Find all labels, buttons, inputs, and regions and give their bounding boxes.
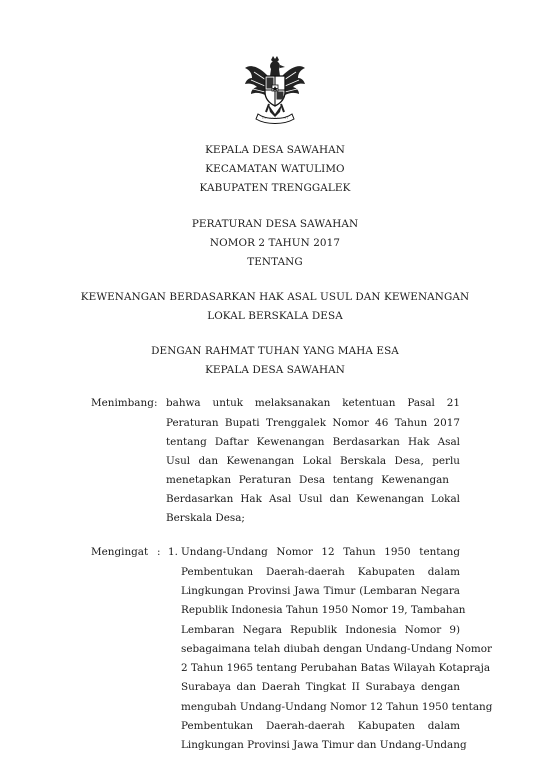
menimbang-line: bahwa untuk melaksanakan ketentuan Pasal 21 bbox=[166, 397, 460, 409]
enacting-authority: KEPALA DESA SAWAHAN bbox=[205, 364, 345, 376]
regulation-about: TENTANG bbox=[247, 256, 303, 268]
mengingat-line: sebagaimana telah diubah dengan Undang-Undang Nomor bbox=[181, 643, 492, 655]
mengingat-label: Mengingat bbox=[91, 546, 149, 558]
menimbang-line: Peraturan Bupati Trenggalek Nomor 46 Tahun 2017 bbox=[166, 417, 460, 429]
menimbang-line: Berdasarkan Hak Asal Usul dan Kewenangan Lokal bbox=[166, 493, 460, 505]
menimbang-label: Menimbang bbox=[91, 397, 154, 409]
menimbang-colon: : bbox=[154, 397, 158, 409]
mengingat-line: Republik Indonesia Tahun 1950 Nomor 19, Tambahan bbox=[181, 604, 466, 616]
mengingat-line: Lingkungan Provinsi Jawa Timur dan Undang-Undang bbox=[181, 739, 467, 751]
regulation-subject-line-2: LOKAL BERSKALA DESA bbox=[207, 310, 343, 322]
mengingat-colon: : bbox=[157, 546, 161, 558]
mengingat-line: mengubah Undang-Undang Nomor 12 Tahun 1950 tentang bbox=[181, 701, 493, 713]
garuda-emblem-icon bbox=[244, 54, 306, 126]
mengingat-line: Lingkungan Provinsi Jawa Timur (Lembaran Negara bbox=[181, 585, 460, 597]
mengingat-line: Undang-Undang Nomor 12 Tahun 1950 tentang bbox=[181, 546, 460, 558]
menimbang-line: Usul dan Kewenangan Lokal Berskala Desa, perlu bbox=[166, 455, 460, 467]
village-head-title: KEPALA DESA SAWAHAN bbox=[205, 144, 345, 156]
mengingat-line: Lembaran Negara Republik Indonesia Nomor 9) bbox=[181, 624, 460, 636]
menimbang-line: Berskala Desa; bbox=[166, 512, 245, 524]
mengingat-line: Pembentukan Daerah-daerah Kabupaten dalam bbox=[181, 566, 460, 578]
mengingat-line: 2 Tahun 1965 tentang Perubahan Batas Wilayah Kotapraja bbox=[181, 662, 491, 674]
mengingat-line: Surabaya dan Daerah Tingkat II Surabaya dengan bbox=[181, 681, 460, 693]
mengingat-item-number: 1. bbox=[168, 546, 178, 558]
menimbang-line: tentang Daftar Kewenangan Berdasarkan Hak Asal bbox=[166, 436, 460, 448]
blessing-line: DENGAN RAHMAT TUHAN YANG MAHA ESA bbox=[151, 345, 399, 357]
menimbang-line: menetapkan Peraturan Desa tentang Kewenangan bbox=[166, 474, 449, 486]
regulation-title: PERATURAN DESA SAWAHAN bbox=[191, 218, 359, 230]
district-name: KECAMATAN WATULIMO bbox=[205, 163, 345, 175]
regency-name: KABUPATEN TRENGGALEK bbox=[199, 182, 351, 194]
mengingat-line: Pembentukan Daerah-daerah Kabupaten dalam bbox=[181, 720, 460, 732]
regulation-number: NOMOR 2 TAHUN 2017 bbox=[209, 237, 341, 249]
regulation-subject-line-1: KEWENANGAN BERDASARKAN HAK ASAL USUL DAN KEWENANGAN bbox=[80, 291, 470, 303]
